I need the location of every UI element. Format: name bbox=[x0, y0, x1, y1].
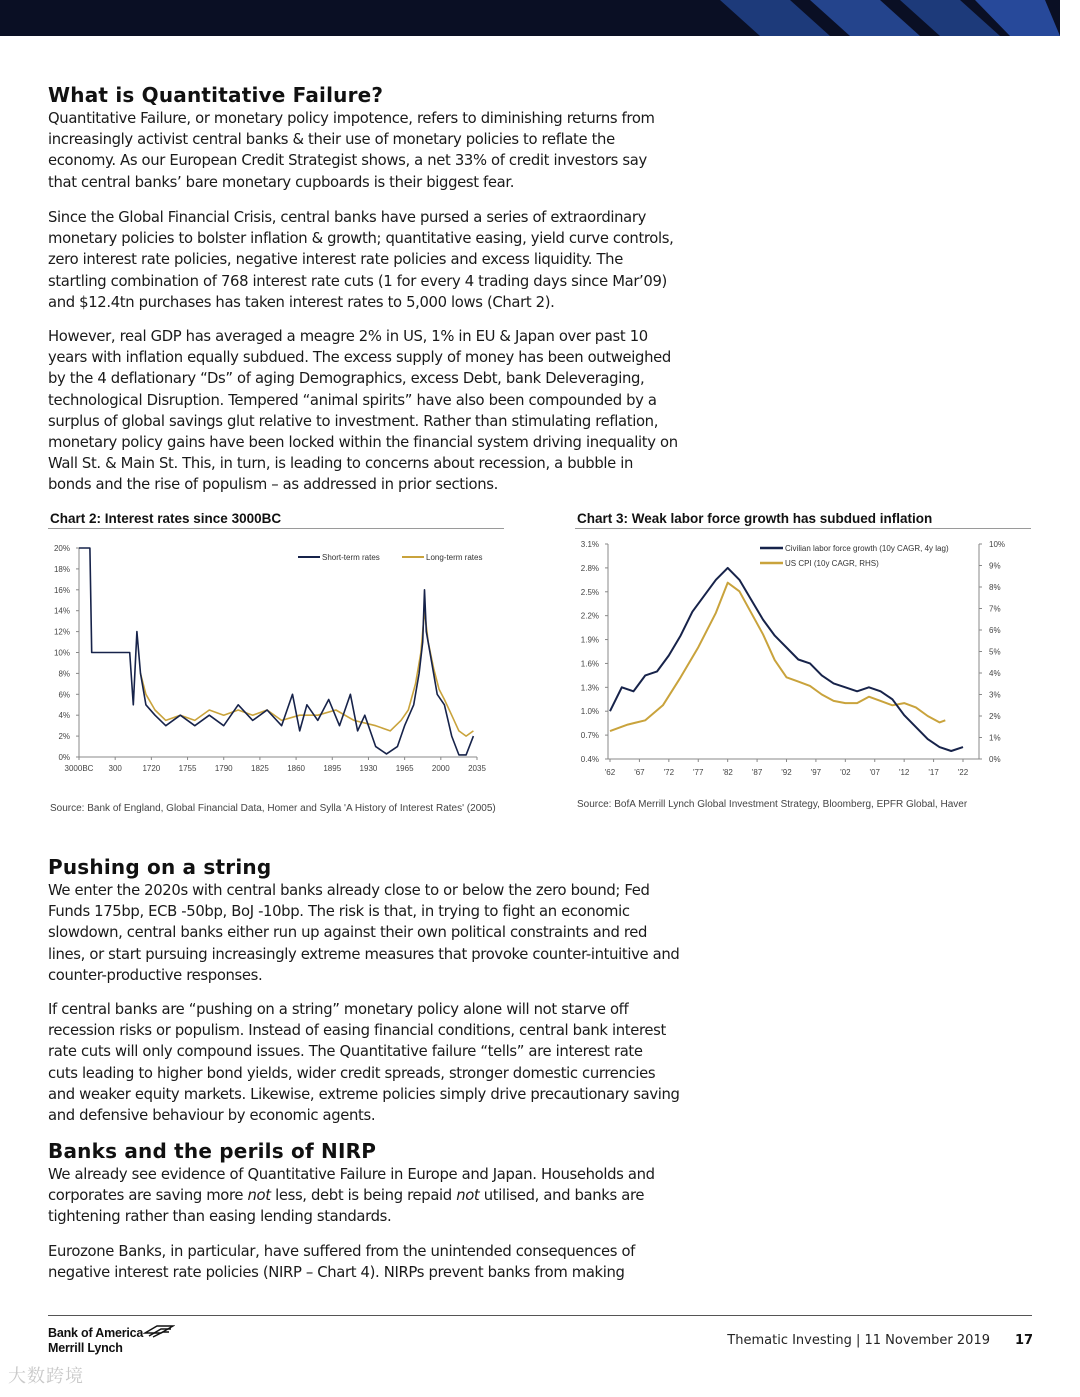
chart2-y-tick-label: 4% bbox=[58, 711, 70, 721]
text-line: We enter the 2020s with central banks already close to or below the zero bound; Fed bbox=[48, 882, 650, 899]
banner-stripes-graphic bbox=[0, 0, 1080, 36]
chart3-x-tick-label: '92 bbox=[781, 768, 792, 777]
text-line: that central banks’ bare monetary cupboards is their biggest fear. bbox=[48, 173, 515, 191]
chart2-x-tick-label: 1790 bbox=[214, 764, 233, 773]
logo-line-2: Merrill Lynch bbox=[48, 1341, 123, 1355]
chart2-y-tick-label: 6% bbox=[58, 690, 70, 700]
text-line: cuts leading to higher bond yields, wider credit spreads, stronger domestic currencies bbox=[48, 1064, 656, 1082]
chart2-x-tick-label: 2000 bbox=[431, 764, 450, 773]
chart2-y-tick-label: 2% bbox=[58, 732, 70, 742]
chart3-left-tick-label: 1.9% bbox=[580, 635, 599, 645]
chart2-series-short-term bbox=[79, 548, 473, 755]
text-segment: tightening rather than easing lending standards. bbox=[48, 1208, 392, 1226]
chart3-right-tick-label: 5% bbox=[989, 647, 1001, 657]
text-line: Quantitative Failure, or monetary policy impotence, refers to diminishing returns from bbox=[48, 110, 655, 127]
chart3-x-tick-label: '62 bbox=[604, 768, 616, 777]
top-banner bbox=[0, 0, 1080, 36]
text-line: surplus of global savings glut relative to investment. Rather than stimulating reflation, bbox=[48, 412, 659, 430]
chart2-x-tick-label: 1930 bbox=[359, 764, 378, 773]
chart3-title-rule bbox=[575, 528, 1031, 529]
chart3-source: Source: BofA Merrill Lynch Global Investment Strategy, Bloomberg, EPFR Global, Haver bbox=[577, 799, 968, 810]
chart2-y-tick-label: 8% bbox=[58, 669, 70, 679]
text-segment: less, debt is being repaid bbox=[270, 1187, 457, 1205]
chart3-x-tick-label: '17 bbox=[928, 768, 939, 777]
chart3-left-tick-label: 2.8% bbox=[580, 563, 599, 573]
chart3-left-tick-label: 2.2% bbox=[580, 611, 599, 621]
chart2-x-tick-label: 1720 bbox=[142, 764, 161, 773]
text-line: Funds 175bp, ECB -50bp, BoJ -10bp. The risk is that, in trying to fight an economic bbox=[48, 903, 630, 921]
chart2-source: Source: Bank of England, Global Financial Data, Homer and Sylla 'A History of Interest Rates' (2005) bbox=[50, 803, 496, 814]
chart3-x-tick-label: '87 bbox=[751, 768, 763, 777]
text-line: by the 4 deflationary “Ds” of aging Demographics, excess Debt, bank Deleveraging, bbox=[48, 370, 645, 388]
text-line: slowdown, central banks either run up against their own political constraints and red bbox=[48, 924, 648, 942]
chart2-x-tick-label: 300 bbox=[108, 764, 122, 773]
chart3-left-tick-label: 0.4% bbox=[580, 755, 599, 764]
chart3-right-tick-label: 10% bbox=[989, 540, 1006, 549]
chart3-left-tick-label: 0.7% bbox=[580, 731, 599, 741]
emphasis-text: not bbox=[247, 1187, 271, 1205]
text-line: Eurozone Banks, in particular, have suffered from the unintended consequences of bbox=[48, 1243, 636, 1260]
text-line: rate cuts will only compound issues. The Quantitative failure “tells” are interest rate bbox=[48, 1043, 643, 1061]
chart3-right-tick-label: 6% bbox=[989, 626, 1001, 635]
text-line: and weaker equity markets. Likewise, extreme policies simply drive precautionary saving bbox=[48, 1085, 680, 1103]
paragraph-nirp-2 bbox=[48, 1241, 688, 1283]
chart2-legend-label-long: Long-term rates bbox=[426, 553, 483, 562]
chart2-x-tick-label: 1895 bbox=[323, 764, 342, 773]
chart2-svg bbox=[40, 535, 520, 780]
chart3-x-tick-label: '02 bbox=[840, 768, 851, 777]
chart2-y-tick-label: 18% bbox=[53, 564, 70, 574]
emphasis-text: not bbox=[456, 1187, 480, 1205]
chart3-right-tick-label: 0% bbox=[989, 755, 1001, 764]
text-line: lines, or start pursuing increasingly extreme measures that provoke counter-intuitive and bbox=[48, 945, 680, 963]
chart2-y-tick-label: 16% bbox=[53, 585, 70, 595]
chart2-y-tick-label: 12% bbox=[53, 627, 70, 637]
chart2-y-tick-label: 10% bbox=[53, 648, 70, 658]
chart3-x-tick-label: '22 bbox=[957, 768, 969, 777]
text-line: However, real GDP has averaged a meagre 2% in US, 1% in EU & Japan over past 10 bbox=[48, 328, 648, 345]
paragraph-qf-2 bbox=[48, 207, 688, 313]
text-line: and $12.4tn purchases has taken interest rates to 5,000 lows (Chart 2). bbox=[48, 293, 555, 311]
chart3-right-tick-label: 9% bbox=[989, 561, 1001, 571]
paragraph-ps-1 bbox=[48, 880, 688, 986]
chart3-right-tick-label: 3% bbox=[989, 690, 1001, 700]
chart3-x-tick-label: '67 bbox=[634, 768, 645, 777]
watermark: 大数跨境 bbox=[8, 1366, 84, 1387]
chart3-legend-label-cpi: US CPI (10y CAGR, RHS) bbox=[785, 559, 879, 568]
chart3-x-tick-label: '97 bbox=[810, 768, 822, 777]
chart3-left-tick-label: 3.1% bbox=[580, 540, 599, 549]
text-line: negative interest rate policies (NIRP – Chart 4). NIRPs prevent banks from making bbox=[48, 1264, 625, 1282]
chart3-svg bbox=[565, 535, 1035, 780]
chart2-y-tick-label: 20% bbox=[53, 544, 70, 553]
paragraph-qf-3 bbox=[48, 326, 688, 496]
chart3-series-us-cpi bbox=[610, 583, 945, 731]
chart3-legend-label-labor: Civilian labor force growth (10y CAGR, 4y lag) bbox=[785, 544, 949, 553]
chart2-y-tick-label: 0% bbox=[58, 753, 70, 762]
text-line: and defensive behaviour by economic agents. bbox=[48, 1107, 376, 1125]
text-line bbox=[48, 1185, 688, 1206]
chart2-title-rule bbox=[48, 528, 504, 529]
chart2-x-tick-label: 1755 bbox=[178, 764, 197, 773]
chart2-legend-label-short: Short-term rates bbox=[322, 553, 380, 562]
chart3-title: Chart 3: Weak labor force growth has subdued inflation bbox=[577, 511, 933, 526]
text-line: bonds and the rise of populism – as addressed in prior sections. bbox=[48, 476, 498, 494]
text-line bbox=[48, 1206, 688, 1227]
footer-rule bbox=[48, 1315, 1032, 1316]
text-line: years with inflation equally subdued. The excess supply of money has been outweighed bbox=[48, 349, 671, 367]
section-heading-quantitative-failure: What is Quantitative Failure? bbox=[48, 83, 384, 107]
text-line: monetary policy gains have been locked within the financial system driving inequality on bbox=[48, 434, 678, 452]
text-line: economy. As our European Credit Strategist shows, a net 33% of credit investors say bbox=[48, 152, 647, 170]
chart3-x-tick-label: '72 bbox=[663, 768, 675, 777]
paragraph-qf-1 bbox=[48, 108, 688, 193]
chart3-left-tick-label: 2.5% bbox=[580, 587, 599, 597]
text-line: counter-productive responses. bbox=[48, 966, 263, 984]
flag-logo-icon bbox=[143, 1324, 175, 1338]
paragraph-nirp-1 bbox=[48, 1164, 688, 1228]
section-heading-nirp: Banks and the perils of NIRP bbox=[48, 1139, 377, 1163]
text-segment: utilised, and banks are bbox=[479, 1187, 645, 1205]
logo-line-1: Bank of America bbox=[48, 1326, 144, 1340]
chart2-x-tick-label: 1825 bbox=[251, 764, 269, 773]
chart2-title: Chart 2: Interest rates since 3000BC bbox=[50, 511, 282, 526]
chart2-x-tick-label: 1965 bbox=[395, 764, 414, 773]
text-line: increasingly activist central banks & their use of monetary policies to reflate the bbox=[48, 131, 615, 149]
chart3-left-tick-label: 1.0% bbox=[580, 707, 599, 717]
text-line: If central banks are “pushing on a string” monetary policy alone will not starve off bbox=[48, 1001, 629, 1018]
text-line: startling combination of 768 interest rate cuts (1 for every 4 trading days since Mar’09) bbox=[48, 272, 667, 290]
footer-publication: Thematic Investing | 11 November 2019 bbox=[727, 1333, 990, 1348]
chart3-right-tick-label: 2% bbox=[989, 712, 1001, 721]
page-number: 17 bbox=[1015, 1333, 1034, 1348]
chart3-right-tick-label: 8% bbox=[989, 583, 1001, 592]
chart3-right-tick-label: 7% bbox=[989, 604, 1001, 614]
chart2-y-tick-label: 14% bbox=[53, 606, 70, 616]
chart3-x-tick-label: '07 bbox=[869, 768, 880, 777]
chart3-x-tick-label: '82 bbox=[722, 768, 733, 777]
text-line bbox=[48, 1164, 688, 1185]
chart3-right-tick-label: 4% bbox=[989, 669, 1001, 678]
section-heading-pushing-string: Pushing on a string bbox=[48, 855, 272, 879]
text-segment: corporates are saving more bbox=[48, 1187, 248, 1205]
text-line: technological Disruption. Tempered “animal spirits” have also been compounded by a bbox=[48, 391, 657, 409]
chart3-series-labor-force bbox=[610, 568, 963, 751]
text-line: Since the Global Financial Crisis, central banks have pursed a series of extraordinary bbox=[48, 209, 647, 226]
text-segment: We already see evidence of Quantitative Failure in Europe and Japan. Households and bbox=[48, 1166, 655, 1183]
chart3-x-tick-label: '12 bbox=[898, 768, 910, 777]
chart3-right-tick-label: 1% bbox=[989, 733, 1001, 743]
text-line: Wall St. & Main St. This, in turn, is leading to concerns about recession, a bubble in bbox=[48, 455, 634, 473]
chart3-left-tick-label: 1.3% bbox=[580, 683, 599, 693]
text-line: zero interest rate policies, negative interest rate policies and excess liquidity. The bbox=[48, 251, 623, 269]
chart2-x-tick-label: 2035 bbox=[468, 764, 486, 773]
text-line: recession risks or populism. Instead of easing financial conditions, central bank interest bbox=[48, 1022, 666, 1040]
chart3-left-tick-label: 1.6% bbox=[580, 659, 599, 669]
text-line: monetary policies to bolster inflation & growth; quantitative easing, yield curve controls, bbox=[48, 230, 674, 248]
paragraph-ps-2 bbox=[48, 999, 688, 1126]
chart2-x-tick-label: 3000BC bbox=[64, 764, 94, 773]
chart3-x-tick-label: '77 bbox=[693, 768, 704, 777]
chart2-x-tick-label: 1860 bbox=[287, 764, 305, 773]
